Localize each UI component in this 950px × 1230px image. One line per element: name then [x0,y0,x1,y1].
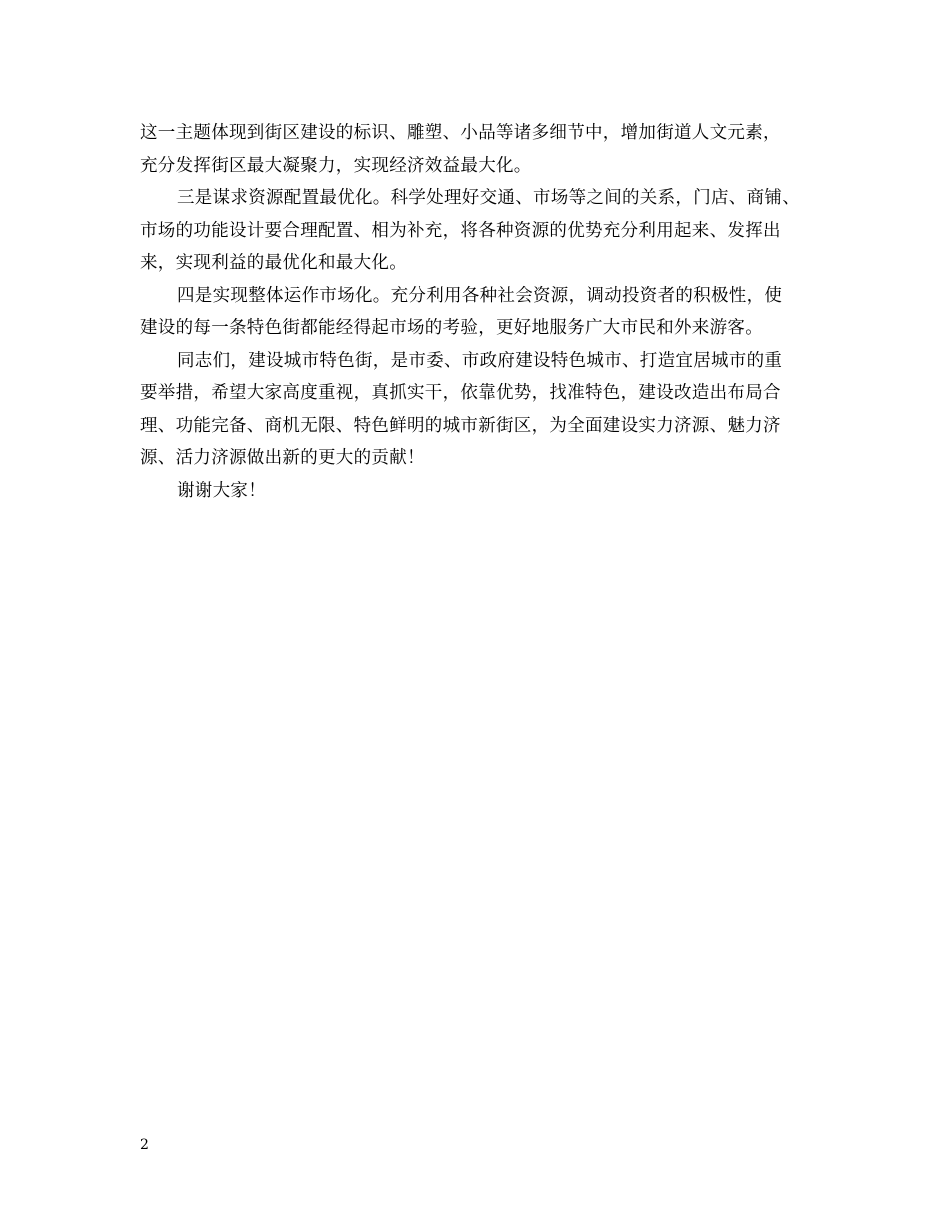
text-line: 源、活力济源做出新的更大的贡献！ [140,448,425,468]
text-line: 建设的每一条特色街都能经得起市场的考验，更好地服务广大市民和外来游客。 [140,318,763,338]
text-line: 三是谋求资源配置最优化。科学处理好交通、市场等之间的关系，门店、商铺、 [177,188,800,208]
text-line: 充分发挥街区最大凝聚力，实现经济效益最大化。 [140,155,532,176]
text-line: 来，实现利益的最优化和最大化。 [140,253,407,273]
text-line: 理、功能完备、商机无限、特色鲜明的城市新街区，为全面建设实力济源、魅力济 [140,415,781,436]
text-line: 同志们，建设城市特色街，是市委、市政府建设特色城市、打造宜居城市的重 [177,350,783,371]
text-line: 四是实现整体运作市场化。充分利用各种社会资源，调动投资者的积极性，使 [177,285,783,306]
page-number: 2 [140,1137,149,1153]
text-line: 市场的功能设计要合理配置、相为补充，将各种资源的优势充分利用起来、发挥出 [140,220,781,241]
text-line: 要举措，希望大家高度重视，真抓实干，依靠优势，找准特色，建设改造出布局合 [140,383,781,403]
text-line: 谢谢大家！ [177,480,266,501]
body-text [140,117,830,507]
text-line: 这一主题体现到街区建设的标识、雕塑、小品等诸多细节中，增加街道人文元素， [140,123,781,143]
